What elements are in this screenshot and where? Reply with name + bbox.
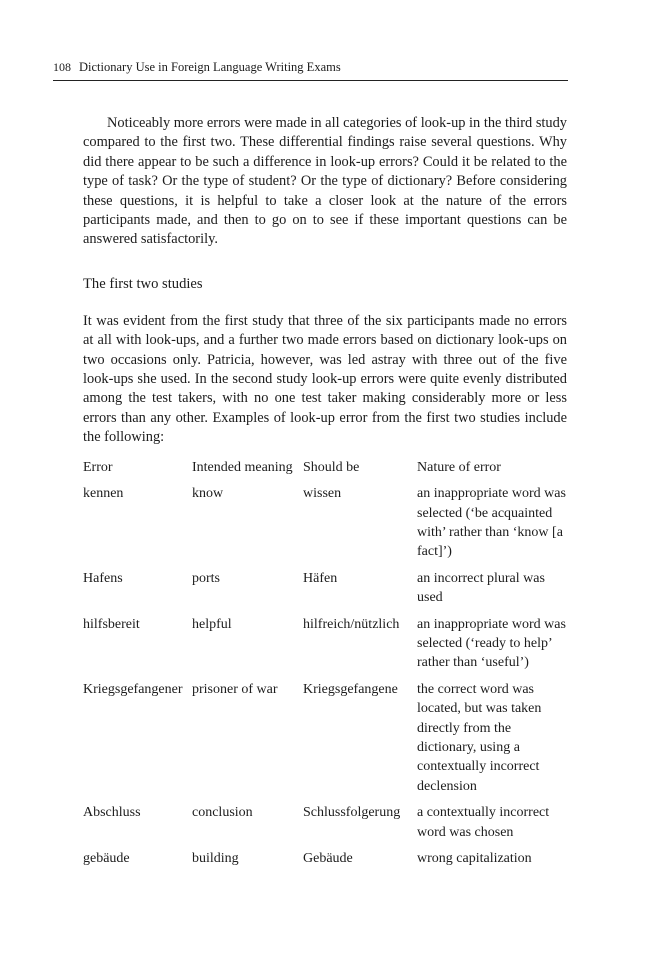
table-row: [83, 484, 567, 569]
page-body: [83, 114, 567, 875]
section-heading: The first two studies: [83, 275, 203, 292]
cell-should-be: hilfreich/nützlich: [303, 616, 400, 632]
table-header-row: [83, 458, 567, 484]
header-intended-meaning: Intended meaning: [192, 459, 293, 475]
cell-should-be: Schlussfolgerung: [303, 805, 401, 821]
table-row: [83, 849, 567, 875]
cell-error: gebäude: [83, 851, 130, 866]
cell-nature-of-error: the correct word was located, but was taken directly from the dictionary, using a contextually incorrect declension: [417, 681, 542, 794]
table-row: [83, 615, 567, 680]
header-nature-of-error: Nature of error: [417, 459, 501, 475]
cell-error: Abschluss: [83, 805, 141, 821]
cell-nature-of-error: wrong capitalization: [417, 851, 532, 866]
cell-nature-of-error: an incorrect plural was used: [417, 570, 545, 606]
header-error: Error: [83, 459, 113, 475]
cell-intended-meaning: conclusion: [192, 805, 253, 821]
cell-error: Hafens: [83, 570, 123, 586]
cell-intended-meaning: prisoner of war: [192, 681, 278, 697]
cell-should-be: Häfen: [303, 570, 338, 586]
lookup-error-table: [83, 458, 567, 876]
cell-error: Kriegsgefangener: [83, 681, 183, 697]
cell-error: hilfsbereit: [83, 616, 140, 632]
paragraph-first-studies: It was evident from the first study that three of the six participants made no errors at all with look-ups, and a further two made errors based on dictionary look-ups on two occasions only. Patricia, however, was led astray with three out of the five look-ups she used. In the second study look-up errors were quite evenly distributed among the test takers, with no one test taker making considerably more or less errors than any other. Examples of look-up error from the first two studies include the following:: [83, 312, 567, 446]
cell-error: kennen: [83, 486, 124, 502]
running-head: [53, 58, 568, 81]
cell-intended-meaning: building: [192, 851, 239, 866]
table-row: [83, 803, 567, 849]
paragraph-intro: Noticeably more errors were made in all categories of look-up in the third study compared to the first two. These differential findings raise several questions. Why did there appear to be such a difference in look-up errors? Could it be related to the type of task? Or the type of student? Or the type of dictionary? Before considering these questions, it is helpful to take a closer look at the nature of the errors participants made, and then to go on to see if these important questions can be answered satisfactorily.: [83, 115, 567, 248]
header-should-be: Should be: [303, 459, 360, 475]
cell-intended-meaning: ports: [192, 570, 220, 586]
cell-should-be: Kriegsgefangene: [303, 681, 398, 697]
table-row: [83, 680, 567, 803]
cell-should-be: Gebäude: [303, 851, 353, 866]
cell-nature-of-error: a contextually incorrect word was chosen: [417, 805, 550, 840]
cell-should-be: wissen: [303, 486, 342, 502]
table-row: [83, 569, 567, 615]
cell-intended-meaning: know: [192, 486, 224, 502]
page-number: 108: [53, 60, 71, 74]
cell-nature-of-error: an inappropriate word was selected (‘ready to help’ rather than ‘useful’): [417, 616, 566, 671]
cell-intended-meaning: helpful: [192, 616, 232, 632]
cell-nature-of-error: an inappropriate word was selected (‘be acquainted with’ rather than ‘know [a fact]’): [417, 486, 566, 560]
running-head-title: Dictionary Use in Foreign Language Writing Exams: [79, 60, 341, 74]
